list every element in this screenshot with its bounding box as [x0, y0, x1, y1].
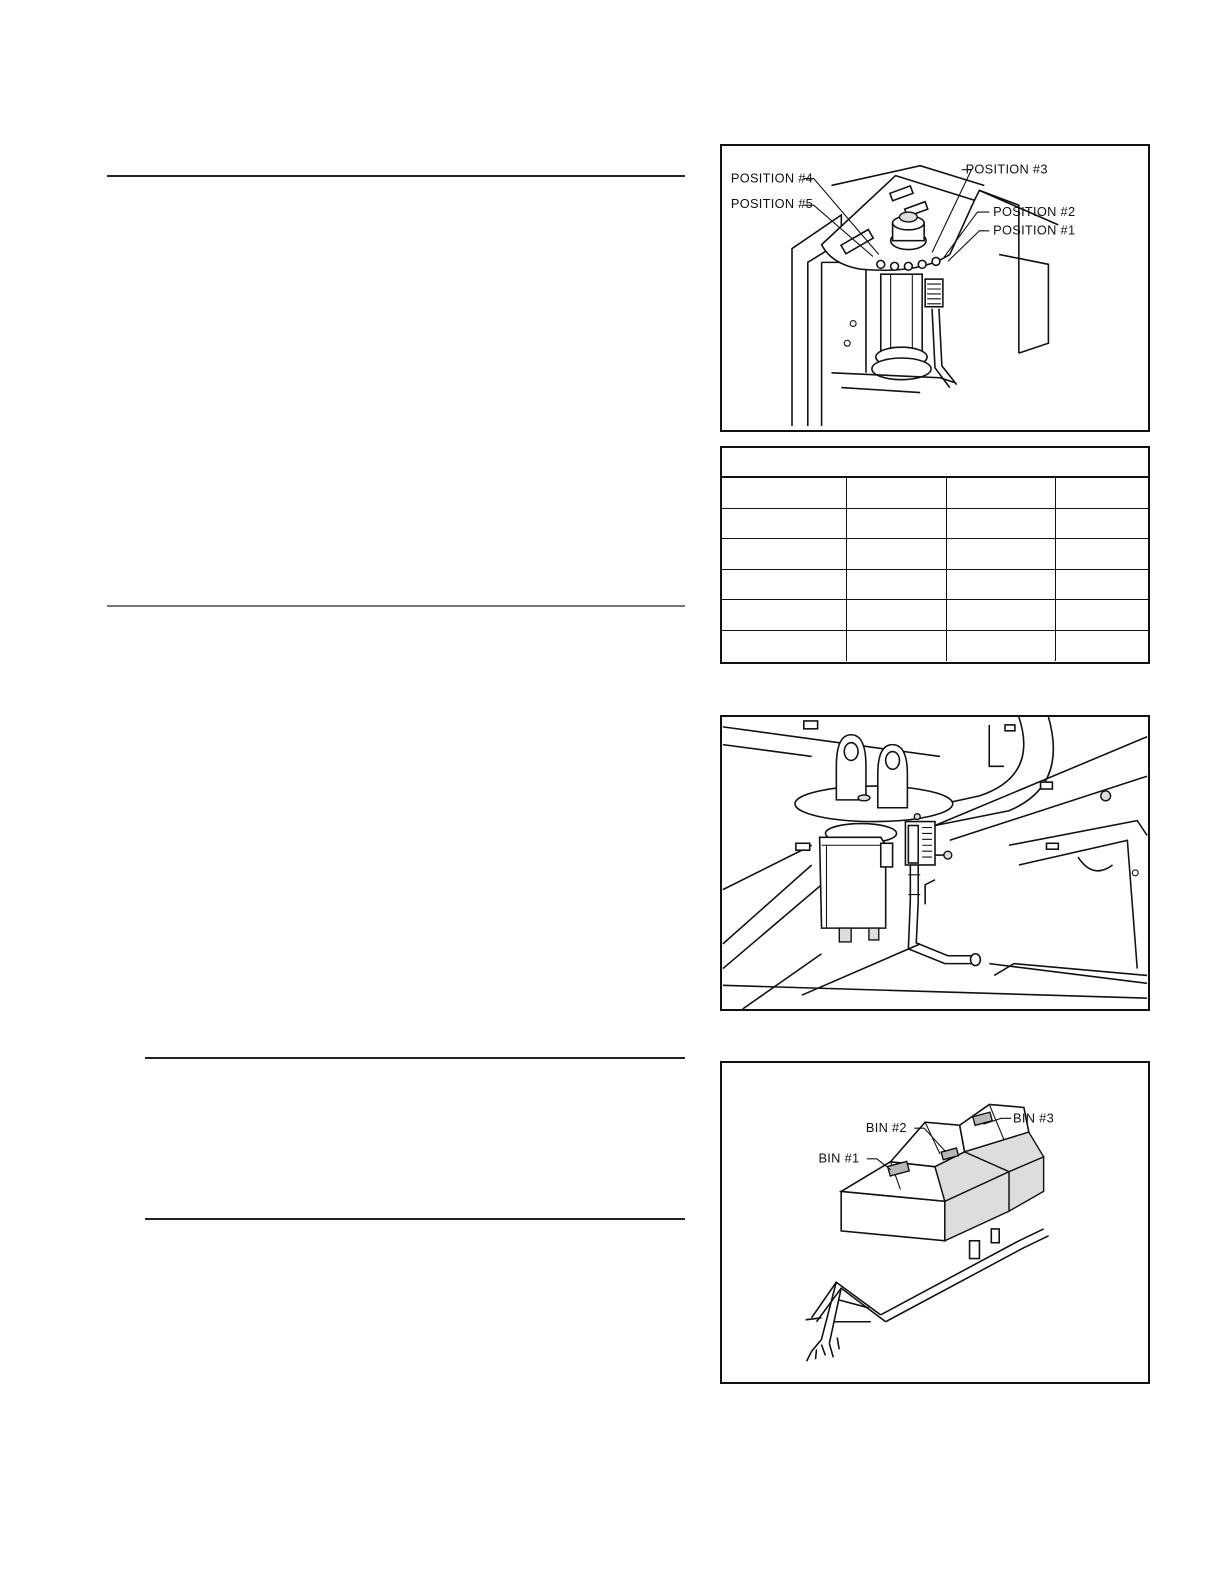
table-title — [722, 448, 1148, 478]
table-cell — [947, 509, 1056, 539]
table-cell — [1056, 478, 1148, 508]
label-position-5: POSITION #5 — [730, 196, 814, 212]
cart-bins-drawing — [722, 1063, 1148, 1382]
table-cell — [722, 509, 847, 539]
table-cell — [947, 539, 1056, 569]
table-cell — [947, 631, 1056, 662]
table-cell — [947, 600, 1056, 630]
table-row — [722, 600, 1148, 631]
table-cell — [722, 478, 847, 508]
table-cell — [1056, 600, 1148, 630]
table-cell — [847, 631, 947, 662]
table-row — [722, 570, 1148, 601]
section-rule-3 — [145, 1057, 685, 1059]
section-rule-1 — [107, 175, 685, 177]
position-table — [720, 446, 1150, 664]
label-position-2: POSITION #2 — [993, 204, 1076, 220]
label-bin-2: BIN #2 — [865, 1120, 907, 1136]
table-cell — [722, 631, 847, 662]
table-cell — [847, 478, 947, 508]
figure-cart-bins — [720, 1061, 1150, 1384]
table-cell — [722, 570, 847, 600]
table-cell — [1056, 631, 1148, 662]
table-cell — [1056, 509, 1148, 539]
table-cell — [847, 570, 947, 600]
label-bin-3: BIN #3 — [1013, 1110, 1055, 1126]
table-cell — [847, 509, 947, 539]
table-row — [722, 631, 1148, 662]
table-cell — [847, 600, 947, 630]
drive-positions-drawing — [722, 146, 1148, 430]
drive-assembly-drawing — [722, 717, 1148, 1009]
table-row — [722, 509, 1148, 540]
table-cell — [947, 570, 1056, 600]
table-cell — [947, 478, 1056, 508]
label-position-4: POSITION #4 — [730, 170, 814, 186]
figure-drive-assembly — [720, 715, 1150, 1011]
table-cell — [722, 600, 847, 630]
section-rule-4 — [145, 1218, 685, 1220]
label-position-1: POSITION #1 — [993, 222, 1076, 238]
table-cell — [1056, 570, 1148, 600]
label-bin-1: BIN #1 — [818, 1150, 860, 1166]
table-row — [722, 478, 1148, 509]
table-row — [722, 539, 1148, 570]
figure-drive-positions — [720, 144, 1150, 432]
section-rule-2 — [107, 605, 685, 607]
table-cell — [1056, 539, 1148, 569]
label-position-3: POSITION #3 — [965, 161, 1048, 177]
table-cell — [847, 539, 947, 569]
table-cell — [722, 539, 847, 569]
